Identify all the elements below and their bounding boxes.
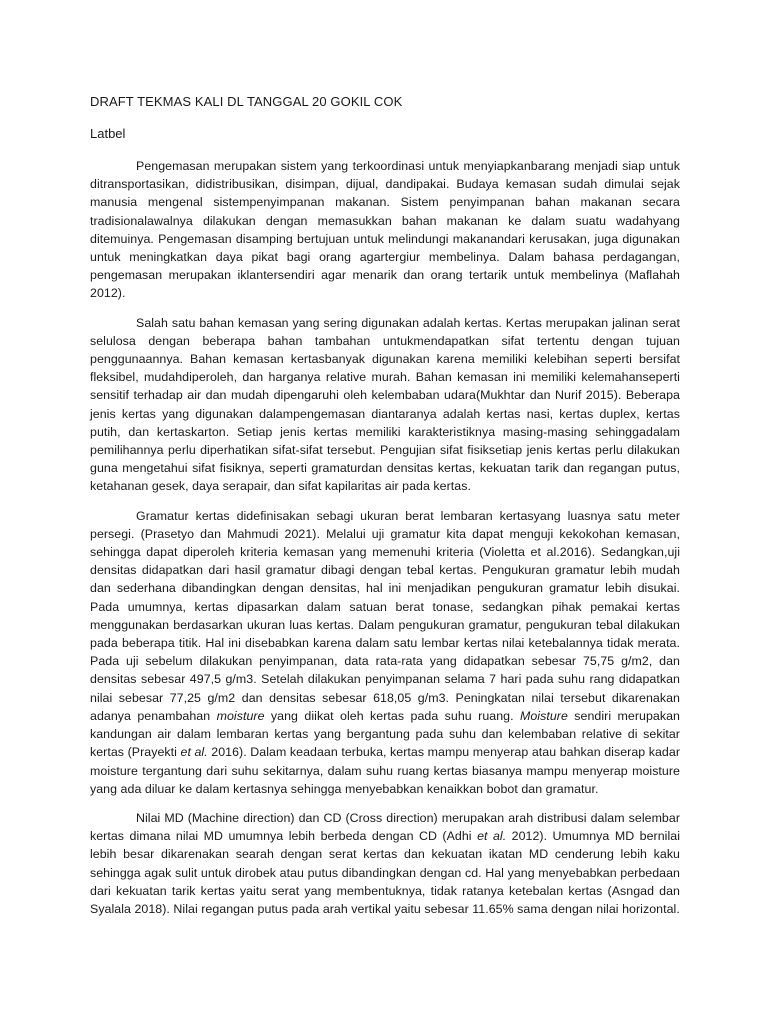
paragraph-3-italic-term: Moisture [519, 708, 568, 723]
paragraph-4 [90, 809, 680, 918]
paragraph-3-italic-citation: et al. [180, 745, 208, 760]
section-heading: Latbel [90, 126, 126, 141]
paragraph-2: Salah satu bahan kemasan yang sering digunakan adalah kertas. Kertas merupakan jalinan serat selulosa dengan beberapa bahan tambahan untukmendapatkan sifat tertentu dengan tujuan penggunaannya. Bahan kemasan kertasbanyak digunakan karena memiliki kelebihan seperti bersifat fleksibel, mudahdiperoleh, dan harganya relative murah. Bahan kemasan ini memiliki kelemahanseperti sensitif terhadap air dan mudah dipengaruhi oleh kelembaban udara(Mukhtar dan Nurif 2015). Beberapa jenis kertas yang digunakan dalampengemasan diantaranya adalah kertas nasi, kertas duplex, kertas putih, dan kertaskarton. Setiap jenis kertas memiliki karakteristiknya masing-masing sehinggadalam pemilihannya perlu diperhatikan sifat-sifat tersebut. Pengujian sifat fisiksetiap jenis kertas perlu dilakukan guna mengetahui sifat fisiknya, seperti gramaturdan densitas kertas, kekuatan tarik dan regangan putus, ketahanan gesek, daya serapair, dan sifat kapilaritas air pada kertas. [90, 315, 680, 494]
paragraph-3 [90, 507, 680, 798]
paragraph-3-text: 2016). Dalam keadaan terbuka, kertas mampu menyerap atau bahkan diserap kadar moisture tergantung dari suhu sekitarnya, dalam suhu ruang kertas biasanya mampu menyerap moisture yang ada diluar ke dalam kertasnya sehingga menyebabkan kenaikkan bobot dan gramatur. [90, 745, 680, 796]
document-title: DRAFT TEKMAS KALI DL TANGGAL 20 GOKIL COK [90, 94, 403, 109]
paragraph-4-text: 2012). Umumnya MD bernilai lebih besar dikarenakan searah dengan serat kertas dan kekuatan ikatan MD cenderung lebih kaku sehingga agak sulit untuk dirobek atau putus dibandingkan dengan cd. Hal yang menyebabkan perbedaan dari kekuatan tarik kertas yaitu serat yang membentuknya, tidak ratanya ketebalan kertas (Asngad dan Syalala 2018). Nilai regangan putus pada arah vertikal yaitu sebesar 11.65% sama dengan nilai horizontal. [90, 829, 681, 916]
paragraph-3-text: yang diikat oleh kertas pada suhu ruang. [264, 708, 520, 723]
paragraph-3-italic-term: moisture [216, 708, 265, 723]
paragraph-1: Pengemasan merupakan sistem yang terkoordinasi untuk menyiapkanbarang menjadi siap untuk ditransportasikan, didistribusikan, disimpan, dijual, dandipakai. Budaya kemasan sudah dimulai sejak manusia mengenal sistempenyimpanan makanan. Sistem penyimpanan bahan makanan secara tradisionalawalnya dilakukan dengan memasukkan bahan makanan ke dalam suatu wadahyang ditemuinya. Pengemasan disamping bertujuan untuk melindungi makanandari kerusakan, juga digunakan untuk meningkatkan daya pikat bagi orang agartergiur membelinya. Dalam bahasa perdagangan, pengemasan merupakan iklantersendiri agar menarik dan orang tertarik untuk membelinya (Maflahah 2012). [90, 159, 680, 301]
paragraph-3-text: sendiri merupakan kandungan air dalam lembaran kertas yang bergantung pada suhu dan kelembaban relative di sekitar kertas (Prayekti [90, 708, 681, 760]
paragraph-3-text: Gramatur kertas didefinisakan sebagi ukuran berat lembaran kertasyang luasnya satu meter persegi. (Prasetyo dan Mahmudi 2021). Melalui uji gramatur kita dapat menguji kekokohan kemasan, sehingga dapat diperoleh kriteria kemasan yang memenuhi kriteria (Violetta et al.2016). Sedangkan,uji densitas didapatkan dari hasil gramatur dibagi dengan tebal kertas. Pengukuran gramatur lebih mudah dan sederhana dibandingkan dengan densitas, hal ini menjadikan pengukuran gramatur lebih disukai. Pada umumnya, kertas dipasarkan dalam satuan berat tonase, sedangkan pihak pemakai kertas menggunakan berdasarkan ukuran luas kertas. Dalam pengukuran gramatur, pengukuran tebal dilakukan pada beberapa titik. Hal ini disebabkan karena dalam satu lembar kertas nilai ketebalannya tidak merata. Pada uji sebelum dilakukan penyimpanan, data rata-rata yang didapatkan sebesar 75,75 g/m2, dan densitas sebesar 497,5 g/m3. Setelah dilakukan penyimpanan selama 7 hari pada suhu rang didapatkan nilai sebesar 77,25 g/m2 dan densitas sebesar 618,05 g/m3. Peningkatan nilai tersebut dikarenakan adanya penambahan [90, 508, 680, 723]
paragraph-4-italic-citation: et al. [477, 829, 507, 844]
paragraph-4-text: Nilai MD (Machine direction) dan CD (Cross direction) merupakan arah distribusi dalam selembar kertas dimana nilai MD umumnya lebih berbeda dengan CD (Adhi [90, 810, 680, 844]
